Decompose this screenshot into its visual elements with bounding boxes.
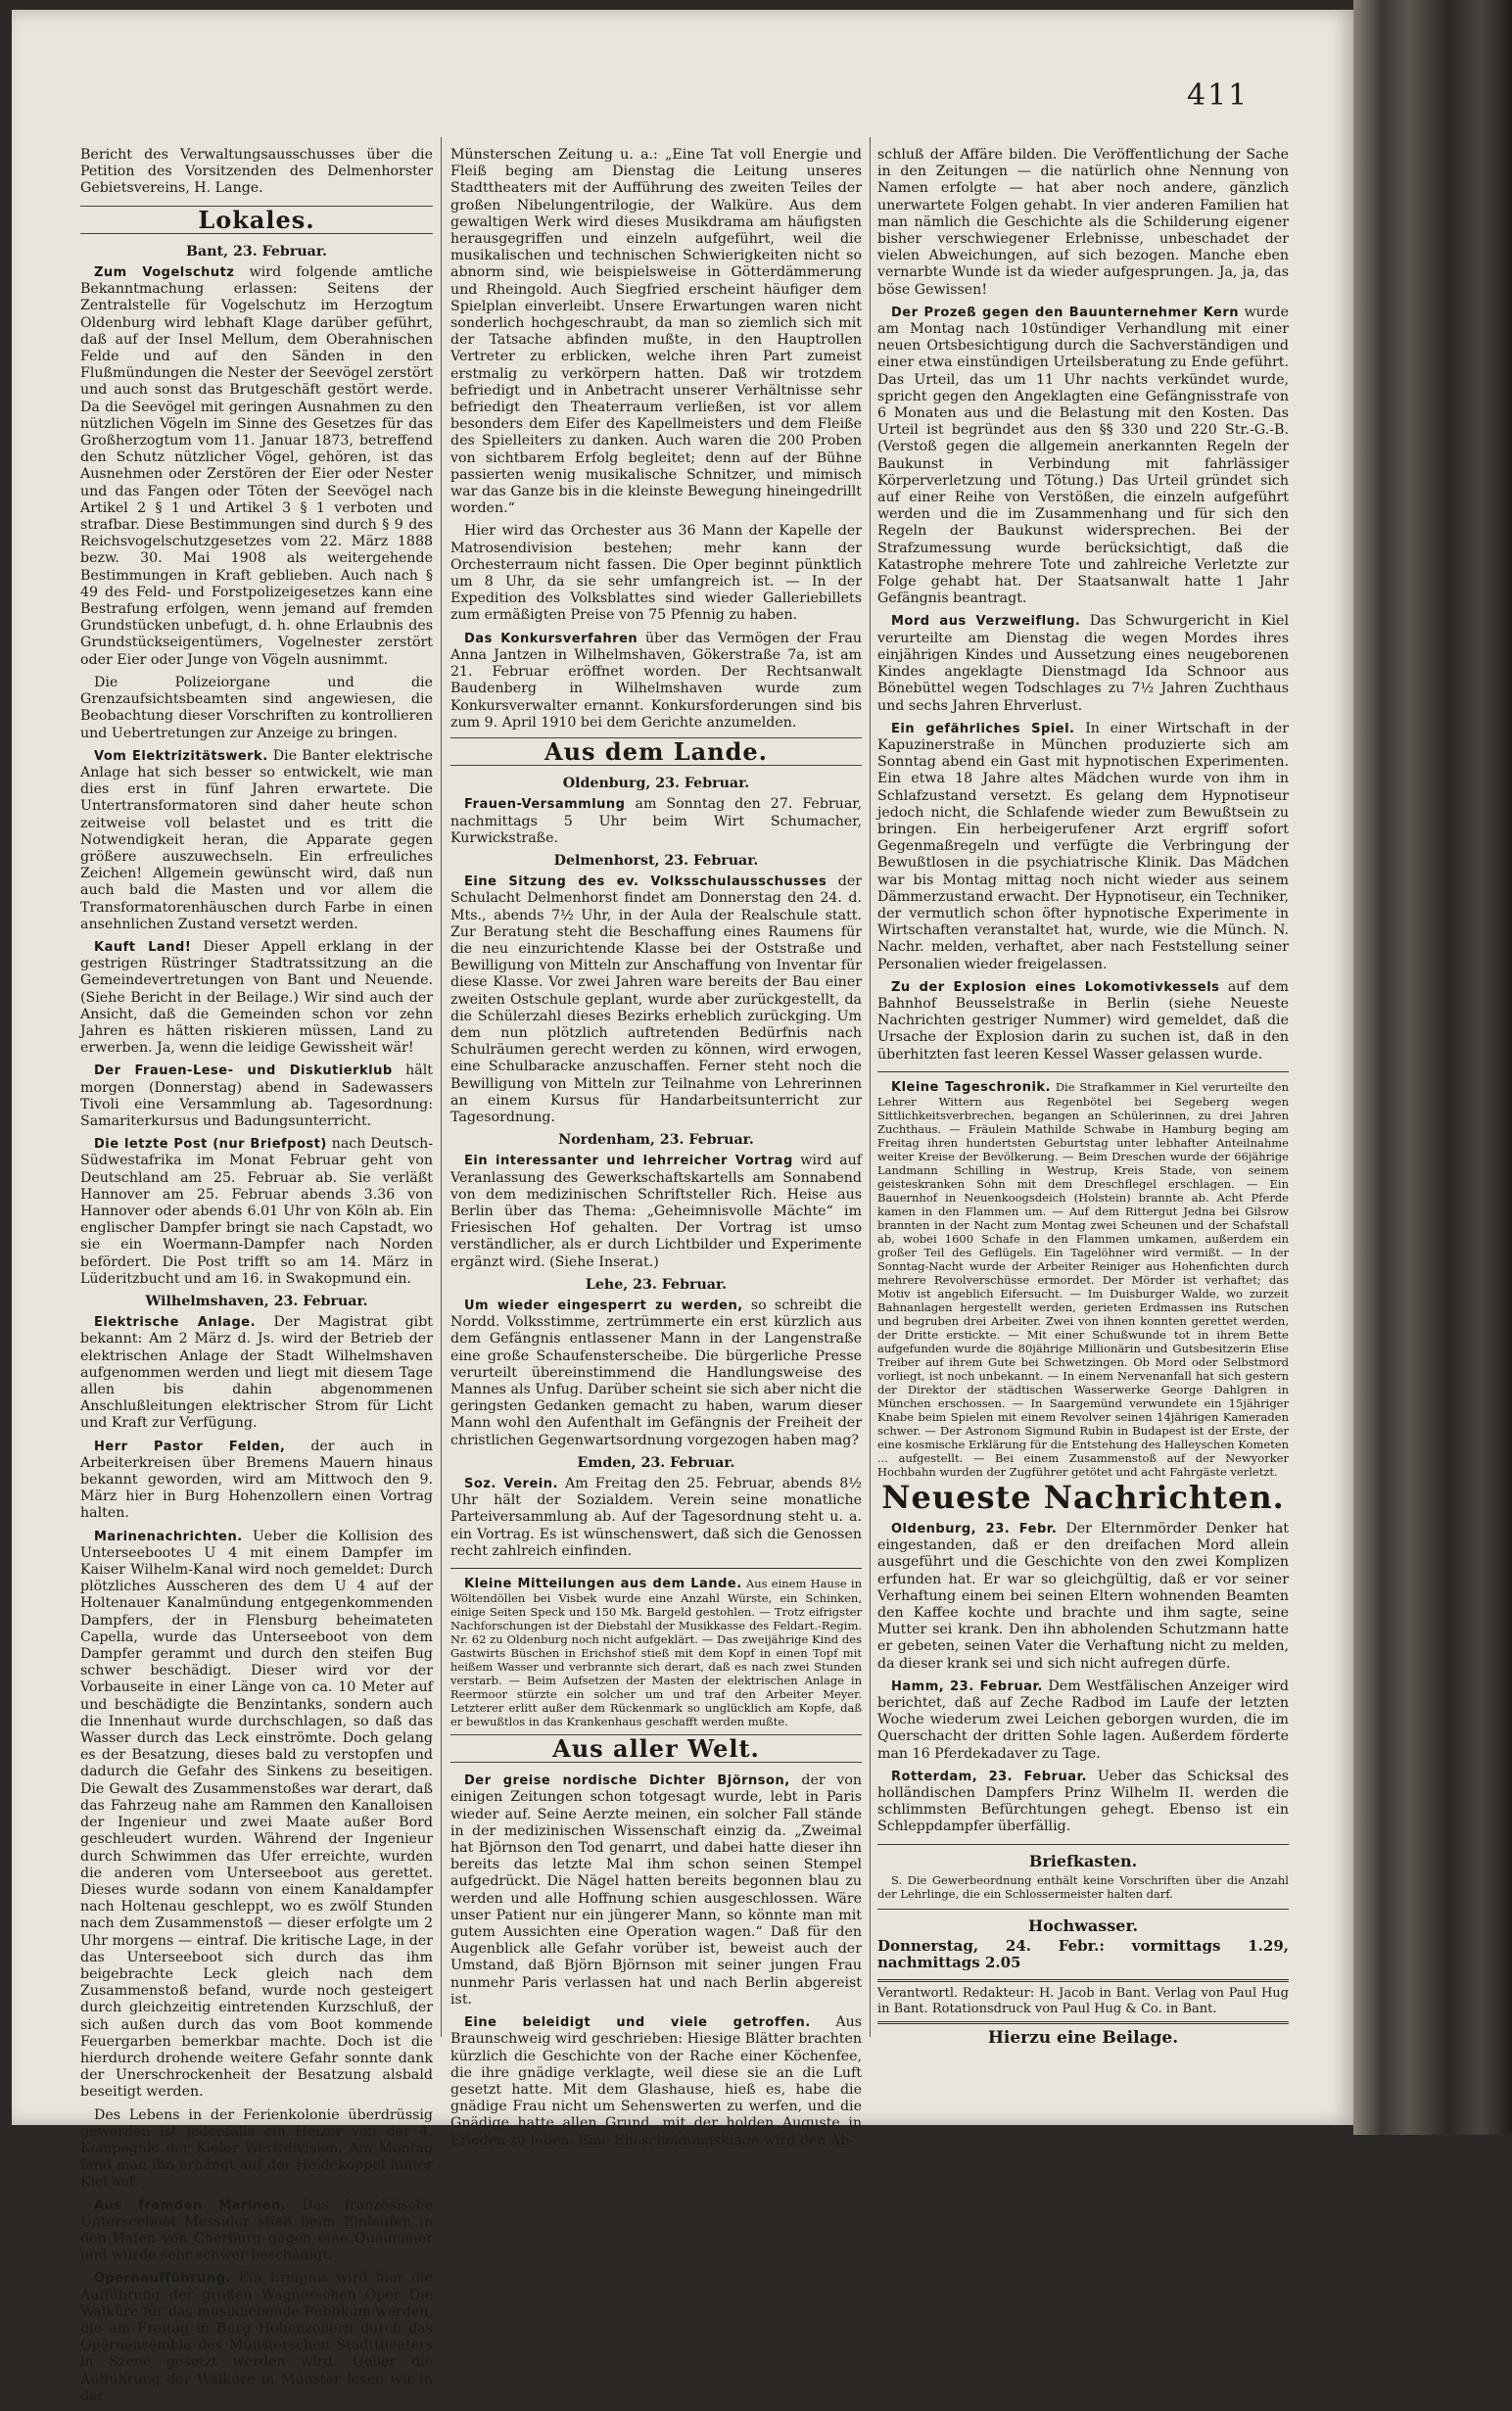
article-keyword: Mord aus Verzweiflung. (891, 614, 1081, 630)
article-keyword: Zum Vogelschutz (94, 265, 235, 281)
page-number: 411 (1187, 78, 1250, 113)
section-title-neueste-nachrichten: Neueste Nachrichten. (881, 1478, 1285, 1516)
article-keyword: Rotterdam, 23. Februar. (891, 1769, 1087, 1784)
small-notices (450, 1577, 862, 1728)
article-text: Dem Westfälischen Anzeiger wird berichtet, daß auf Zeche Radbod im Laufe der letzten Woche wiederum zwei Leichen geborgen wurden, die im Querschacht der dritten Sohle lagen. Außerdem förderte man 16 Pferdekadaver zu Tage. (877, 1678, 1289, 1762)
article: schluß der Affäre bilden. Die Veröffentlichung der Sache in den Zeitungen — die natürlich ohne Nennung von Namen erfolgte — hat aber noch andere, gänzlich unerwartete Folgen gehabt. In vier anderen Familien hat man nämlich die Geschichte als die Schilderung eigener bisher verschwiegener Erlebnisse, unbeschadet der vielen Abweichungen, auf sich bezogen. Manche eben vernarbte Wunde ist da wieder aufgesprungen. Ja, ja, das böse Gewissen! (877, 147, 1289, 298)
article (877, 613, 1289, 714)
article-text: nach Deutsch-Südwestafrika im Monat Februar geht von Deutschland am 25. Februar ab. Sie verläßt Hannover am 25. Februar abends 3.36 von Hannover oder abends 6.01 Uhr von Köln ab. Ein englischer Dampfer bringt sie nach Capstadt, wo sie ein Woermann-Dampfer nach Norden befördert. Die Post trifft so am 14. März in Lüderitzbucht und am 16. in Swakopmund ein. (80, 1136, 433, 1287)
dateline: Nordenham, 23. Februar. (558, 1132, 754, 1149)
article (450, 2014, 862, 2150)
article-keyword: Vom Elektrizitätswerk. (94, 748, 268, 764)
article-text: hält morgen (Donnerstag) abend in Sadewassers Tivoli eine Versammlung ab. Tagesordnung: Samariterkursus und Badungsunterricht. (80, 1063, 433, 1129)
article-text: In einer Wirtschaft in der Kapuzinerstraße in München produzierte sich am Sonntag abend ein Gast mit hypnotischen Experimenten. Ein etwa 18 Jahre altes Mädchen wurde von ihm in Schlafzustand versetzt. Es gelang dem Hypnotiseur jedoch nicht, die Schlafende wieder zum Bewußtsein zu bringen. Ein herbeigerufener Arzt ergriff sofort Gegenmaßregeln und verfügte die Verbringung der Bewußtlosen in die psychiatrische Klinik. Das Mädchen war bis Montag mittag noch nicht wieder aus seinem Dämmerzustand erwacht. Der Hypnotiseur, ein Techniker, der vermutlich schon öfter hypnotische Experimente in Wirtschaften veranstaltet hat, wurde, wie die Münch. N. Nachr. melden, verhaftet, aber nach Feststellung seiner Personalien wieder freigelassen. (877, 720, 1290, 972)
article-text: auf dem Bahnhof Beusselstraße in Berlin (siehe Neueste Nachrichten gestriger Nummer) wird gemeldet, daß die Ursache der Explosion darin zu suchen ist, daß in den überhitzten fast leeren Kessel Wasser gelassen wurde. (877, 978, 1289, 1063)
article-keyword: Der Frauen-Lese- und Diskutierklub (94, 1064, 393, 1079)
article-keyword: Um wieder eingesperrt zu werden, (464, 1299, 743, 1313)
article-text: Dieser Appell erklang in der gestrigen Rüstringer Stadtratssitzung an die Gemeindevertretungen von Bant und Neuende. (Siehe Bericht in der Beilage.) Wir sind auch der Ansicht, daß die Gemeinden schon vor zehn Jahren es hätten riskieren müssen, Land zu erwerben. Ja, wenn die leidige Gewissheit wär! (80, 938, 433, 1057)
article (450, 631, 862, 732)
dateline: Delmenhorst, 23. Februar. (553, 852, 759, 869)
article (877, 721, 1289, 973)
article-keyword: Ein gefährliches Spiel. (891, 721, 1075, 736)
article-text: der von einigen Zeitungen schon totgesagt wurde, lebt in Paris wieder auf. Seine Aerzte meinen, ein solcher Fall stände in der medizinischen Wissenschaft einzig da. „Zweimal hat Björnson den Tod genarrt, und dabei hatte dieser ihn bereits das letzte Mal ihm schon seinen Stempel aufgedrückt. Die Nägel hatten bereits begonnen blau zu werden und alle Hoffnung schien ausgeschlossen. Wäre unser Patient nur ein jüngerer Mann, so könnte man mit gutem Aussichten eine Operation wagen.“ Daß für den Augenblick alle Gefahr vorüber ist, beweist auch der Umstand, daß Björn Björnson mit seiner jungen Frau nunmehr Paris verlassen hat und nach Berlin abgereist ist. (450, 1773, 863, 2008)
article-text: so schreibt die Nordd. Volksstimme, zertrümmerte ein erst kürzlich aus dem Gefängnis entlassener Mann in der Langenstraße eine große Schaufensterscheibe. Die bürgerliche Presse verurteilt übereinstimmend die Handlungsweise des Mannes als Unfug. Darüber scheint sie sich aber nicht die geringsten Gedanken gemacht zu haben, warum dieser Mann wohl den Aufenthalt im Gefängnis der Freiheit der christlichen Gegenwartsordnung vorgezogen haben mag? (450, 1298, 862, 1448)
article-keyword: Hamm, 23. Februar. (891, 1678, 1043, 1694)
article (877, 1678, 1289, 1763)
article-text: wurde am Montag nach 10stündiger Verhandlung mit einer neuen Ortsbesichtigung durch die Sachverständigen und einer etwa einstündigen Urteilsberatung zu Ende geführt. Das Urteil, das um 11 Uhr nachts verkündet wurde, spricht gegen den Angeklagten eine Gefängnisstrafe von 6 Monaten aus und die Belastung mit den Kosten. Das Urteil ist begründet aus den §§ 330 und 220 Str.-G.-B. (Verstoß gegen die allgemein anerkannten Regeln der Baukunst in Verbindung mit fahrlässiger Körperverletzung und Tötung.) Das Urteil gründet sich auf einer Reihe von Verstößen, die einzeln aufgeführt werden und die im Zusammenhang und für sich den Regeln der Baukunst widersprechen. Bei der Strafzumessung wurde berücksichtigt, daß die Katastrophe mehrere Tote und zahlreiche Verletzte zur Folge gehabt hat. Der Staatsanwalt hatte 1 Jahr Gefängnis beantragt. (877, 304, 1290, 607)
article-keyword: Oldenburg, 23. Febr. (891, 1521, 1058, 1536)
divider (877, 1071, 1289, 1072)
article (80, 1529, 433, 2102)
article-keyword: Frauen-Versammlung (464, 797, 626, 813)
article-text: wird auf Veranlassung des Gewerkschaftskartells am Sonnabend von dem medizinischen Schriftsteller Rich. Heise aus Berlin über das Thema: „Geheimnisvolle Mächte“ im Friesischen Hof gehalten. Der Vortrag ist umso verständlicher, als er durch Lichtbilder und Experimente ergänzt wird. (Siehe Inserat.) (450, 1153, 862, 1270)
article (877, 305, 1289, 608)
article (877, 1521, 1289, 1673)
article (80, 264, 433, 669)
article-text: Der Magistrat gibt bekannt: Am 2 März d. Js. wird der Betrieb der elektrischen Anlage der Stadt Wilhelmshaven aufgenommen werden und liegt mit diesem Tage allen bis dahin abgenommenen Anschlußleitungen elektrischer Strom für Licht und Kraft zur Verfügung. (80, 1314, 433, 1432)
article-keyword: Kleine Mitteilungen aus dem Lande. (464, 1577, 742, 1592)
article-text: Die Banter elektrische Anlage hat sich besser so entwickelt, wie man dies erst in fünf Jahren erwartete. Die Untertransformatoren sind daher heute schon zeitweise voll belastet und es tritt die Notwendigkeit heran, die Apparate gegen größere auszuwechseln. Ein erfreuliches Zeichen! Allgemein gewünscht wird, daß nun auch bald die Masten und vor allem die Transformatorenhäuschen durch Farbe in einen ansehnlichen Zustand versetzt werden. (80, 747, 433, 932)
article (450, 1298, 862, 1449)
article (80, 748, 433, 933)
article-text: am Sonntag den 27. Februar, nachmittags 5 Uhr beim Wirt Schumacher, Kurwickstraße. (450, 796, 863, 846)
article: Des Lebens in der Ferienkolonie überdrüssig geworden ist jedenfalls ein Heizer von der 4. Kompagnie der Kieler Werftdivision. Am Montag fand man ihn erhängt auf der Heidekoppel hinter Kiel auf. (80, 2106, 433, 2191)
column-3 (877, 147, 1289, 2048)
column-2 (450, 147, 862, 2155)
article: Münsterschen Zeitung u. a.: „Eine Tat voll Energie und Fleiß beging am Dienstag die Leitung unseres Stadttheaters mit der Aufführung des zweiten Teiles der großen Nibelungentrilogie, der Walküre. Aus dem gewaltigen Werk wird dieses Musikdrama am häufigsten herausgegriffen und einzeln aufgeführt, weil die musikalischen und technischen Schwierigkeiten nicht so abnorm sind, wie beispielsweise in Götterdämmerung und Rheingold. Auch Siegfried erscheint häufiger dem Spielplan einverleibt. Unsere Erwartungen waren nicht sonderlich hochgeschraubt, da man so ziemlich sich mit der Tatsache abfinden mußte, in den Hauptrollen Vertreter zu erblicken, welche ihren Part zumeist erstmalig zu verkörpern hatten. Daß wir trotzdem befriedigt und in Anbetracht unserer Verhältnisse sehr befriedigt den Theaterraum verließen, ist vor allem besonders dem Eifer des Kapellmeisters und dem Fleiße des Spielleiters zu danken. Auch waren die 200 Proben von sichtbarem Erfolg begleitet; denn auf der Bühne passierten wenig musikalische Schnitzer, und mimisch war das Ganze bis in die kleinste Bewegung hineingedrillt worden.“ (450, 147, 862, 517)
dateline: Lehe, 23. Februar. (585, 1276, 728, 1293)
article (80, 1136, 433, 1288)
article-keyword: Opernaufführung. (94, 2271, 231, 2287)
column-rule (441, 137, 442, 2037)
article-text: Der Elternmörder Denker hat eingestanden, daß er den dreifachen Mord allein ausgeführt und die Geschichte von den zwei Komplizen erfunden hat. Er war so gleichgültig, daß er vor seiner Verhaftung einem bei seinen Eltern wohnenden Beamten den Kaffee kochte und brachte und ihm sagte, seine Mutter sei krank. Den ihn abholenden Schutzmann hatte er gebeten, seinen Vater die Verhaftung nicht zu melden, da dieser krank sei und sich nicht aufregen dürfe. (877, 1520, 1289, 1672)
divider (450, 1568, 862, 1569)
dateline: Bant, 23. Februar. (186, 243, 327, 260)
divider (877, 1844, 1289, 1845)
dateline: Emden, 23. Februar. (577, 1454, 735, 1471)
article: Die Polizeiorgane und die Grenzaufsichtsbeamten sind angewiesen, die Beobachtung dieser Vorschriften zu kontrollieren und Uebertretungen zur Anzeige zu bringen. (80, 674, 433, 741)
article (450, 796, 862, 847)
article-keyword: Kauft Land! (94, 939, 192, 955)
article (80, 939, 433, 1057)
briefkasten-text: S. Die Gewerbeordnung enthält keine Vorschriften über die Anzahl der Lehrlinge, die ein Schlossermeister halten darf. (877, 1872, 1289, 1901)
article-keyword: Eine Sitzung des ev. Volksschulausschusses (464, 875, 827, 890)
article-keyword: Eine beleidigt und viele getroffen. (464, 2015, 811, 2031)
article (450, 1476, 862, 1560)
article: Hier wird das Orchester aus 36 Mann der Kapelle der Matrosendivision bestehen; mehr kann der Orchesterraum nicht fassen. Die Oper beginnt pünktlich um 8 Uhr, da sie sehr umfangreich ist. — In der Expedition des Volksblattes sind wieder Galleriebillets zum ermäßigten Preise von 75 Pfennig zu haben. (450, 523, 862, 624)
dateline: Oldenburg, 23. Februar. (562, 776, 750, 792)
article-keyword: Die letzte Post (nur Briefpost) (94, 1137, 327, 1153)
article-keyword: Marinenachrichten. (94, 1529, 243, 1544)
column-1 (80, 147, 433, 2411)
article-text: Ueber das Schicksal des holländischen Dampfers Prinz Wilhelm II. werden die schlimmsten Befürchtungen gehegt. Ebenso ist ein Schleppdampfer überfällig. (877, 1768, 1289, 1835)
section-title-aus-dem-lande: Aus dem Lande. (450, 737, 862, 766)
dateline: Wilhelmshaven, 23. Februar. (145, 1294, 368, 1309)
article-text: Am Freitag den 25. Februar, abends 8½ Uhr hält der Sozialdem. Verein seine monatliche Parteiversammlung ab. Auf der Tagesordnung steht u. a. ein Vortrag. Es ist wünschenswert, daß sich die Genossen recht zahlreich einfinden. (450, 1476, 862, 1559)
article-keyword: Der greise nordische Dichter Björnson, (464, 1773, 790, 1789)
article-text: wird folgende amtliche Bekanntmachung erlassen: Seitens der Zentralstelle für Vogelschutz im Herzogtum Oldenburg wird lebhaft Klage darüber geführt, daß auf der Insel Mellum, dem Oberahnischen Felde und auf den Sänden in den Flußmündungen die Nester der Seevögel zerstört und auch sonst das Brutgeschäft gestört werde. Da die Seevögel mit geringen Ausnahmen zu den nützlichen Vögeln im Sinne des Gesetzes für das Großherzogtum vom 11. Januar 1873, betreffend den Schutz nützlicher Vögel, gehören, ist das Ausnehmen oder Zerstören der Eier oder Nester und das Fangen oder Töten der Seevögel nach Artikel 2 § 1 und Artikel 3 § 1 verboten und strafbar. Diese Bestimmungen sind durch § 9 des Reichsvogelschutzgesetzes vom 22. März 1888 bezw. 30. Mai 1908 als weitergehende Bestimmungen in Kraft geblieben. Auch nach § 49 des Feld- und Forstpolizeigesetzes kann eine Bestrafung erfolgen, wenn jemand auf fremden Grundstücken unbefugt, d. h. ohne Erlaubnis des Grundstückseigentümers, Vogelnester zerstört oder Eier oder Junge von Vögeln ausnimmt. (80, 264, 433, 668)
small-chronicle (877, 1080, 1289, 1479)
divider (877, 1909, 1289, 1910)
imprint: Verantwortl. Redakteur: H. Jacob in Bant. Verlag von Paul Hug in Bant. Rotationsdruck von Paul Hug & Co. in Bant. (877, 1979, 1289, 2024)
article-keyword: Aus fremden Marinen. (94, 2198, 287, 2213)
article-keyword: Der Prozeß gegen den Bauunternehmer Kern (891, 305, 1240, 320)
article (450, 874, 862, 1126)
article-keyword: Das Konkursverfahren (464, 631, 638, 646)
briefkasten-title: Briefkasten. (1028, 1851, 1138, 1870)
article (450, 1773, 862, 2009)
article (877, 979, 1289, 1064)
article (450, 1153, 862, 1270)
article (80, 1314, 433, 1432)
article (877, 1769, 1289, 1836)
book-binding (1353, 0, 1512, 2135)
article-keyword: Soz. Verein. (464, 1477, 558, 1492)
article (80, 2198, 433, 2265)
hochwasser-title: Hochwasser. (1027, 1915, 1139, 1935)
article-keyword: Kleine Tageschronik. (891, 1079, 1051, 1095)
section-title-aus-aller-welt: Aus aller Welt. (450, 1734, 862, 1763)
article (80, 1063, 433, 1130)
article-keyword: Elektrische Anlage. (94, 1315, 257, 1331)
hochwasser-times: Donnerstag, 24. Febr.: vormittags 1.29, nachmittags 2.05 (877, 1937, 1289, 1972)
top-note: Bericht des Verwaltungsausschusses über die Petition des Vorsitzenden des Delmenhorster Gebietsvereins, H. Lange. (80, 147, 433, 197)
column-rule (870, 137, 871, 2037)
article-text: Ueber die Kollision des Unterseebootes U 4 mit einem Dampfer im Kaiser Wilhelm-Kanal wird noch gemeldet: Durch plötzliches Ausscheren des dem U 4 auf der Holtenauer Kanalmündung entgegenkommenden Dampfers, der in Flensburg beheimateten Capella, wurde das Unterseeboot von dem Dampfer gerammt und durch den steifen Bug schwer beschädigt. Dieser wird vor der Vorbauseite in einer Länge von ca. 10 Meter auf und beschädigte die Benzintanks, sondern auch die Innenhaut wurde durchschlagen, so daß das Wasser durch das Leck einströmte. Doch gelang es der Besatzung, dieses bald zu verstopfen und dadurch die Gefahr des Sinkens zu beseitigen. Die Gewalt des Zusammenstoßes war derart, daß das Fahrzeug nahe am Rammen den Kanalloisen der Ingenieur und zwei Maate außer Bord geschleudert wurden. Während der Ingenieur durch Schwimmen das Ufer erreichte, wurden die anderen vom Unterseeboot aus gerettet. Dieses wurde sodann von einem Kanaldampfer nach Holtenau geschleppt, wo es zwölf Stunden nach dem Zusammenstoß — dieser erfolgte um 2 Uhr morgens — eintraf. Die kritische Lage, in der das Unterseeboot sich durch das ihm beigebrachte Leck gleich nach dem Zusammenstoß befand, wurde noch gesteigert durch gleichzeitig eintretenden Kurzschluß, der sich außen durch das vom Boot kommende Feuergarben bemerkbar machte. Doch ist die hierdurch drohende weitere Gefahr sonnte dank der Unerschrockenheit der Besatzung alsbald beseitigt werden. (80, 1528, 433, 2101)
article-text: Das französische Unterseeboot Messidor stieß beim Einlaufen in den Hafen von Cherburg gegen eine Quaimauer und wurde sehr schwer beschädigt. (80, 2197, 433, 2264)
article-keyword: Herr Pastor Felden, (94, 1439, 286, 1454)
supplement-note: Hierzu eine Beilage. (987, 2028, 1179, 2049)
article-text: Die Strafkammer in Kiel verurteilte den Lehrer Wittern aus Regenbötel bei Segeberg wegen Sittlichkeitsverbrechen, begangen an Schülerinnen, zu drei Jahren Zuchthaus. — Fräulein Mathilde Schwabe in Hamburg beging am Freitag ihren hundertsten Geburtstag unter lebhafter Anteilnahme weiter Kreise der Bevölkerung. — Beim Dreschen wurde der 66jährige Landmann Schilling in Westrup, Kreis Stade, von seinem geisteskranken Sohn mit dem Dreschflegel erschlagen. — Ein Bauernhof in Neuenkoogsdeich (Holstein) brannte ab. Acht Pferde kamen in den Flammen um. — Auf dem Rittergut Jedna bei Gilsrow brannten in der Nacht zum Montag zwei Scheunen und der Schafstall ab, wobei 1600 Schafe in den Flammen umkamen, außerdem ein großer Teil des Geflügels. Ein Tagelöhner wird vermißt. — In der Sonntag-Nacht wurde der Arbeiter Reiniger aus Hohenfichten durch mehrere Revolverschüsse ermordet. Der Mörder ist verhaftet; das Motiv ist angeblich Eifersucht. — Im Duisburger Walde, wo zurzeit Bahnanlagen hergestellt werden, gerieten Erdmassen ins Rutschen und begruben drei Arbeiter. Zwei von ihnen konnten gerettet werden, der Dritte erstickte. — Mit einer Schußwunde tot in ihrem Bette aufgefunden wurde die 80jährige Millionärin und Gutsbesitzerin Elise Treiber auf ihrem Gute bei Schwetzingen. Ob Mord oder Selbstmord vorliegt, ist noch unbekannt. — In einem Nervenanfall hat sich gestern der Direktor der städtischen Wasserwerke George Dahlgren in München erschossen. — In Saargemünd verwundete ein 15jähriger Knabe beim Spielen mit einem Revolver seinen 14jährigen Kameraden schwer. — Der Astronom Sigmund Rubin in Budapest ist der Erste, der eine kosmische Erklärung für die Entstehung des Halleyschen Kometen ... aufgestellt. — Bei einem Zusammenstoß auf der Newyorker Hochbahn wurden der Zugführer getötet und acht Fahrgäste verletzt. (877, 1079, 1290, 1479)
article (80, 2270, 433, 2405)
article-text: der auch in Arbeiterkreisen über Bremens Mauern hinaus bekannt geworden, wird am Mittwoch den 9. März hier in Burg Hohenzollern einen Vortrag halten. (80, 1438, 433, 1522)
article-text: Das Schwurgericht in Kiel verurteilte am Dienstag die wegen Mordes ihres einjährigen Kindes und Aussetzung eines neugeborenen Kindes angeklagte Dienstmagd Ida Schnoor aus Bönebüttel wegen Todschlages zu 7½ Jahren Zuchthaus und sechs Jahren Ehrverlust. (877, 613, 1289, 714)
article-text: Aus einem Hause in Wöltendöllen bei Visbek wurde eine Anzahl Würste, ein Schinken, einige Seiten Speck und 150 Mk. Bargeld gestohlen. — Trotz eifrigster Nachforschungen ist der Diebstahl der Musikkasse des Feldart.-Regim. Nr. 62 zu Oldenburg noch nicht aufgeklärt. — Das zweijährige Kind des Gastwirts Büschen in Erichshof stieß mit dem Kopf in einen Topf mit heißem Wasser und verbrannte sich derart, daß es nach zwei Stunden verstarb. — Beim Aufsetzen der Masten der elektrischen Anlage in Reermoor stürzte ein solcher um und traf den Arbeiter Meyer. Letzterer erlitt außer dem Rückenmark so unglücklich am Kopfe, daß er bewußtlos in das Krankenhaus geschafft werden mußte. (450, 1577, 863, 1729)
article (80, 1439, 433, 1523)
section-title-lokales: Lokales. (80, 206, 433, 234)
article-text: Ein Ereignis wird hier die Aufführung der großen Wagnerschen Oper Die Walküre für das musikliebende Publikum werden, die am Freitag in Burg Hohenzollern durch das Opernensemble des Münsterschen Stadttheaters in Szene gesetzt werden wird. Ueber die Aufführung der Walküre in Münster lesen wir in der (80, 2270, 433, 2404)
article-text: über das Vermögen der Frau Anna Jantzen in Wilhelmshaven, Gökerstraße 7a, ist am 21. Februar eröffnet worden. Der Rechtsanwalt Baudenberg in Wilhelmshaven wurde zum Konkursverwalter ernannt. Konkursforderungen sind bis zum 9. April 1910 bei dem Gerichte anzumelden. (450, 630, 862, 731)
article-text: der Schulacht Delmenhorst findet am Donnerstag den 24. d. Mts., abends 7½ Uhr, in der Aula der Realschule statt. Zur Beratung steht die Beschaffung eines Raumens für die neu einzurichtende Klasse bei der Oststraße und Bewilligung von Mitteln zur Anschaffung von Inventar für diese Klasse. Vor zwei Jahren ware bereits der Bau einer zweiten Ostschule geplant, wurde aber zurückgestellt, da die Schülerzahl dieses Bezirks erheblich zurückging. Um dem nun plötzlich auftretenden Bedürfnis nach Schulräumen gerecht werden zu können, wird erwogen, eine Schulbaracke anzuschaffen. Ferner steht noch die Bewilligung von Mitteln zur Teilnahme von Lehrerinnen an einem Kursus für Handarbeitsunterricht zur Tagesordnung. (450, 874, 862, 1125)
article-keyword: Zu der Explosion eines Lokomotivkessels (891, 979, 1220, 995)
newspaper-page (12, 10, 1353, 2404)
article-text: Aus Braunschweig wird geschrieben: Hiesige Blätter brachten kürzlich die Geschichte von der Rache einer Köchenfee, die ihre gnädige verklagte, weil diese sie an die Luft gesetzt hatte. Mit dem Glashause, hieß es, habe die gnädige Frau nicht um Sehenswerten zu werfen, und die Gnädige hatte allen Grund, mit der holden Auguste in Frieden zu leben. Eine Ehescheidungsklage wird den Ab- (450, 2014, 863, 2149)
article-keyword: Ein interessanter und lehrreicher Vortrag (464, 1154, 793, 1169)
